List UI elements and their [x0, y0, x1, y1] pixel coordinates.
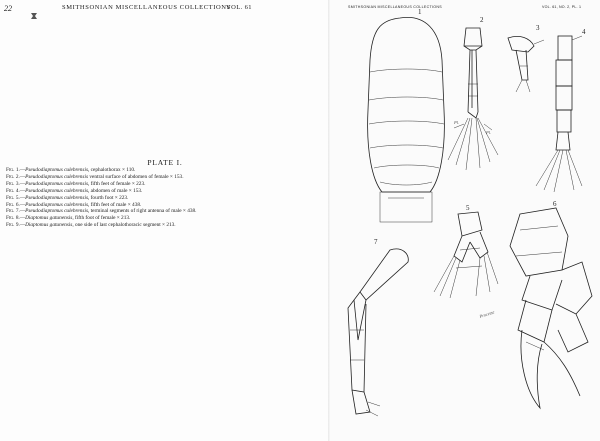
figure-captions [6, 167, 306, 229]
running-title: SMITHSONIAN MISCELLANEOUS COLLECTIONS [62, 4, 231, 11]
figure-2-female-abdomen-drawing [448, 28, 498, 170]
figure-number-5: 5 [466, 204, 470, 212]
volume-label: VOL. 61 [226, 4, 252, 11]
figure-number-2: 2 [480, 16, 484, 24]
printer-mark-icon [30, 12, 38, 20]
figure-number-6: 6 [553, 200, 557, 208]
caption-fig-6: Fig. 6.—Pseudodiaptomus culebrensis, fifth feet of male × 438. [6, 201, 142, 208]
figure-6-male-fifth-feet-drawing [510, 208, 592, 408]
plate-running-title: SMITHSONIAN MISCELLANEOUS COLLECTIONS [348, 5, 442, 9]
caption-fig-5: Fig. 5.—Pseudodiaptomus culebrensis, fourth foot × 223. [6, 194, 129, 201]
plate-title: PLATE I. [147, 158, 183, 167]
figure-7-antenna-segments-drawing [348, 249, 408, 416]
caption-fig-8: Fig. 8.—Diaptomus gatunensis, fifth foot of female × 213. [6, 215, 131, 222]
plate-illustration [330, 0, 600, 441]
figure-1-cephalothorax-drawing [368, 17, 445, 222]
figure-number-3: 3 [536, 24, 540, 32]
caption-fig-9: Fig. 9.—Diaptomus gatunensis, one side of last cephalothoracic segment × 213. [6, 222, 176, 229]
caption-fig-7: Fig. 7.—Pseudodiaptomus culebrensis, terminal segments of right antenna of male × 438. [6, 208, 197, 215]
caption-fig-4: Fig. 4.—Pseudodiaptomus culebrensis, abdomen of male × 153. [6, 187, 143, 194]
figure-2-annotation-right: Pl. [486, 130, 492, 135]
figure-number-1: 1 [418, 8, 422, 16]
figure-4-male-abdomen-drawing [536, 36, 582, 192]
figure-number-4: 4 [582, 28, 586, 36]
page-number: 22 [4, 4, 12, 13]
figure-number-7: 7 [374, 238, 378, 246]
plate-volume-label: VOL. 61, NO. 2, PL. 1 [542, 5, 582, 9]
figure-5-annotation: Procetse [478, 309, 496, 319]
figure-2-annotation-left: Pl. [454, 120, 460, 125]
caption-fig-1: Fig. 1.—Pseudodiaptomus culebrensis, cephalothorax × 110. [6, 167, 136, 173]
figure-3-fifth-feet-drawing [508, 36, 544, 92]
caption-fig-2: Fig. 2.—Pseudodiaptomus culebrensis ventral surface of abdomen of female × 153. [6, 173, 184, 180]
caption-fig-3: Fig. 3.—Pseudodiaptomus culebrensis, fifth feet of female × 223. [6, 180, 146, 187]
figure-5-fourth-foot-drawing [434, 212, 498, 298]
